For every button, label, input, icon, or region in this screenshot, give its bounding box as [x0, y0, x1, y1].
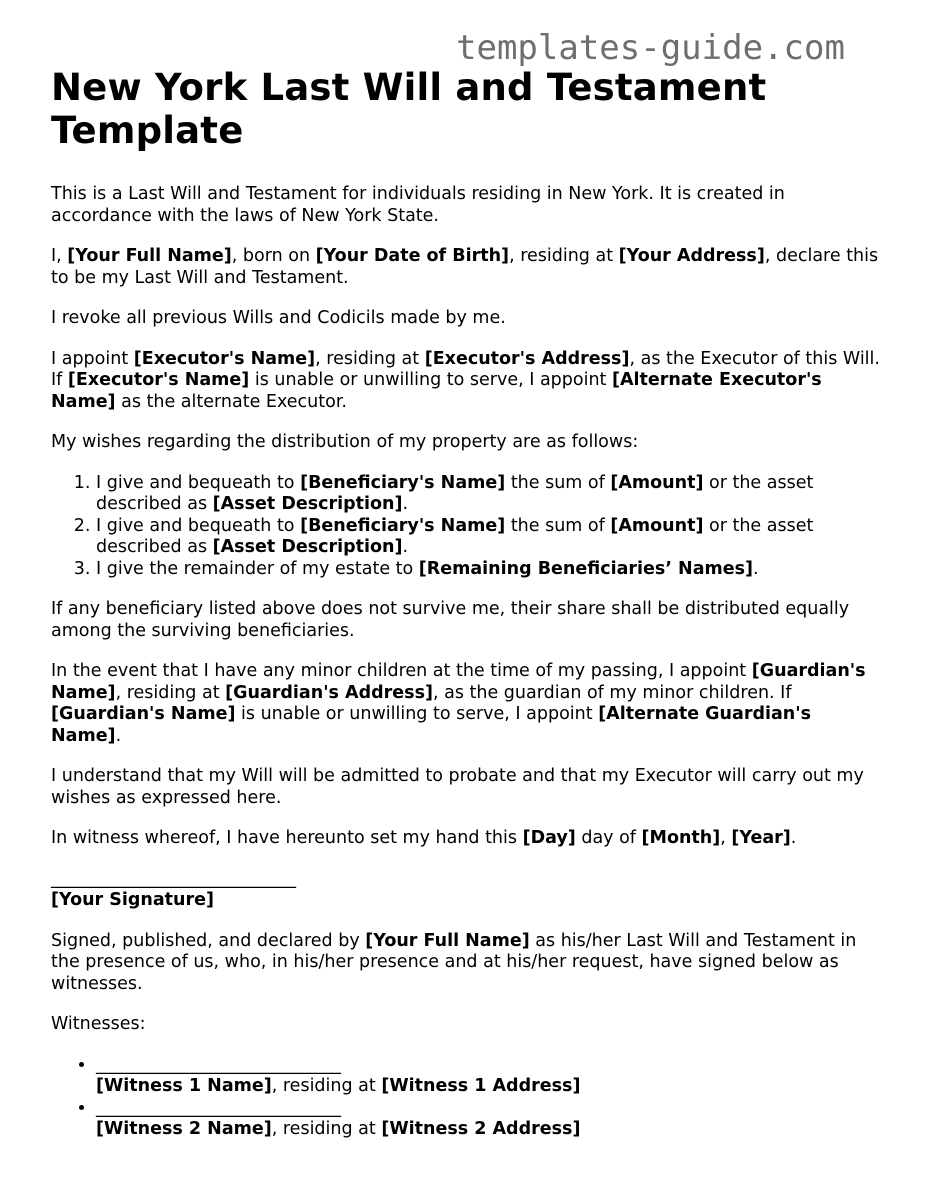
placeholder-executor-address: [Executor's Address]: [424, 348, 630, 369]
placeholder-guardian-name: [Guardian's Name]: [51, 704, 236, 724]
placeholder-witness-name: [Witness 1 Name]: [96, 1076, 272, 1096]
placeholder-year: [Year]: [731, 828, 791, 848]
placeholder-full-name: [Your Full Name]: [365, 930, 530, 951]
signature-line: ____________________________: [51, 868, 296, 889]
declaration-paragraph: I, [Your Full Name], born on [Your Date of Birth], residing at [Your Address], declare this to be my Last Will and Testament.: [51, 246, 879, 288]
placeholder-beneficiary-name: [Beneficiary's Name]: [300, 472, 506, 493]
placeholder-executor-name: [Executor's Name]: [67, 370, 250, 390]
placeholder-amount: [Amount]: [610, 472, 704, 493]
revoke-paragraph: I revoke all previous Wills and Codicils made by me.: [51, 308, 506, 328]
list-item: 3. I give the remainder of my estate to [Remaining Beneficiaries’ Names].: [96, 559, 887, 581]
placeholder-witness-address: [Witness 1 Address]: [381, 1076, 581, 1096]
witness-list: [51, 1055, 887, 1141]
bequest-list: [51, 473, 887, 581]
placeholder-guardian-address: [Guardian's Address]: [225, 682, 433, 703]
signature-block: [51, 869, 887, 912]
placeholder-address: [Your Address]: [618, 246, 765, 266]
signature-label: [Your Signature]: [51, 890, 214, 910]
attestation-paragraph: Signed, published, and declared by [Your Full Name] as his/her Last Will and Testament in the presence of us, who, in his/her presence and at his/her request, have signed below as witnesses.: [51, 930, 857, 994]
list-item: • ____________________________ [Witness 2 Name], residing at [Witness 2 Address]: [96, 1098, 887, 1141]
placeholder-witness-name: [Witness 2 Name]: [96, 1119, 272, 1139]
placeholder-guardian-name: [Guardian's Name]: [51, 661, 866, 703]
witness-signature-line: • ____________________________: [96, 1097, 341, 1118]
probate-paragraph: I understand that my Will will be admitted to probate and that my Executor will carry out my wishes as expressed here.: [51, 766, 864, 808]
placeholder-alternate-executor: [Alternate Executor's Name]: [51, 370, 822, 412]
placeholder-executor-name: [Executor's Name]: [133, 348, 316, 369]
survival-paragraph: If any beneficiary listed above does not survive me, their share shall be distributed equally among the surviving beneficiaries.: [51, 599, 850, 641]
placeholder-amount: [Amount]: [610, 515, 704, 536]
wishes-intro: My wishes regarding the distribution of my property are as follows:: [51, 432, 639, 452]
intro-paragraph: This is a Last Will and Testament for individuals residing in New York. It is created in accordance with the laws of New York State.: [51, 184, 785, 226]
placeholder-day: [Day]: [522, 828, 576, 848]
watermark: templates-guide.com: [456, 28, 845, 68]
document-title: New York Last Will and Testament Template: [51, 66, 767, 152]
list-item: 2. I give and bequeath to [Beneficiary's Name] the sum of [Amount] or the asset described as [Asset Description].: [96, 516, 887, 559]
placeholder-alternate-guardian: [Alternate Guardian's Name]: [51, 704, 812, 746]
witnesses-label: Witnesses:: [51, 1014, 146, 1034]
placeholder-full-name: [Your Full Name]: [67, 246, 232, 266]
list-item: 1. I give and bequeath to [Beneficiary's Name] the sum of [Amount] or the asset described as [Asset Description].: [96, 473, 887, 516]
placeholder-month: [Month]: [641, 828, 721, 848]
placeholder-date-of-birth: [Your Date of Birth]: [315, 246, 510, 266]
placeholder-beneficiary-name: [Beneficiary's Name]: [300, 515, 506, 536]
list-item: • ____________________________ [Witness 1 Name], residing at [Witness 1 Address]: [96, 1055, 887, 1098]
executor-paragraph: I appoint [Executor's Name], residing at [Executor's Address], as the Executor of this Will. If [Executor's Name] is unable or unwilling to serve, I appoint [Alternate Executor's Name] as the alternate Executor.: [51, 348, 880, 412]
placeholder-remaining-beneficiaries: [Remaining Beneficiaries’ Names]: [418, 558, 754, 579]
placeholder-witness-address: [Witness 2 Address]: [381, 1119, 581, 1139]
placeholder-asset-description: [Asset Description]: [212, 537, 403, 557]
placeholder-asset-description: [Asset Description]: [212, 494, 403, 514]
witness-signature-line: • ____________________________: [96, 1054, 341, 1075]
witness-clause: In witness whereof, I have hereunto set my hand this [Day] day of [Month], [Year].: [51, 828, 797, 848]
document-body: [51, 66, 887, 1141]
guardian-paragraph: In the event that I have any minor children at the time of my passing, I appoint [Guardian's Name], residing at [Guardian's Address], as the guardian of my minor children. If [Guardian's Name] is unable or unwilling to serve, I appoint [Alternate Guardian's Name].: [51, 661, 866, 746]
